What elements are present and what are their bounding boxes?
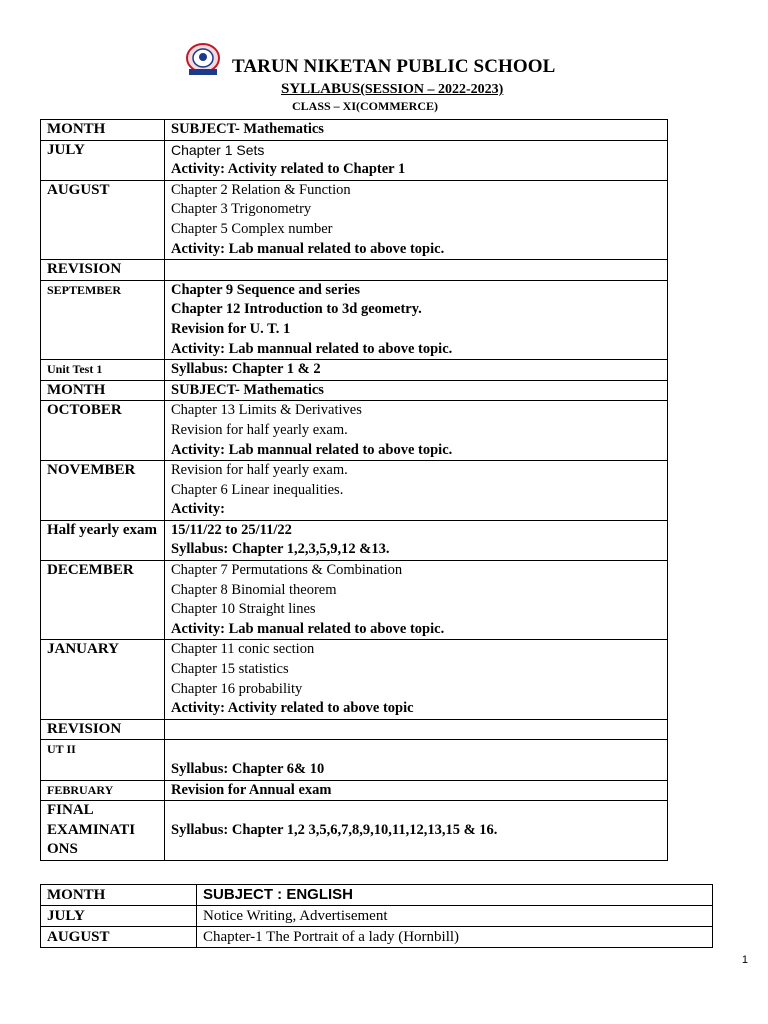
month-cell: Unit Test 1 xyxy=(41,360,165,381)
syllabus-line: Activity: xyxy=(171,501,225,518)
syllabus-line: Syllabus: Chapter 1,2 3,5,6,7,8,9,10,11,12,13,15 & 16. xyxy=(171,821,498,838)
syllabus-line xyxy=(171,260,661,280)
syllabus-line: Syllabus: Chapter 6& 10 xyxy=(171,761,325,777)
syllabus-line: Syllabus: Chapter 1 & 2 xyxy=(171,361,321,378)
syllabus-line: Chapter 8 Binomial theorem xyxy=(171,581,337,598)
school-logo xyxy=(182,42,224,78)
month-cell: FEBRUARY xyxy=(41,780,165,801)
syllabus-line: Activity: Lab mannual related to above topic. xyxy=(171,340,453,357)
subject-cell: Notice Writing, Advertisement xyxy=(197,906,713,927)
subject-cell xyxy=(165,719,668,740)
syllabus-line: Syllabus: Chapter 1,2,3,5,9,12 &13. xyxy=(171,541,390,558)
syllabus-line xyxy=(171,740,661,760)
month-cell: JULY xyxy=(41,140,165,180)
subject-cell xyxy=(165,380,668,401)
syllabus-line: SUBJECT- Mathematics xyxy=(171,381,324,398)
class-heading: CLASS – XI(COMMERCE) xyxy=(292,99,439,113)
table-row xyxy=(41,140,668,180)
month-header: MONTH xyxy=(41,885,197,906)
month-cell: DECEMBER xyxy=(41,561,165,640)
table-row xyxy=(41,461,668,521)
syllabus-line: 15/11/22 to 25/11/22 xyxy=(171,521,292,538)
syllabus-line: Chapter 10 Straight lines xyxy=(171,601,316,618)
table-row xyxy=(41,380,668,401)
page-number: 1 xyxy=(741,954,748,966)
syllabus-line: Revision for U. T. 1 xyxy=(171,320,291,337)
subject-cell xyxy=(165,520,668,560)
syllabus-line: Chapter 6 Linear inequalities. xyxy=(171,481,344,498)
month-cell: MONTH xyxy=(41,380,165,401)
table-row xyxy=(41,180,668,259)
subject-cell xyxy=(165,780,668,801)
syllabus-line: Activity: Lab manual related to above topic. xyxy=(171,240,445,257)
session-text: (SESSION – 2022-2023) xyxy=(360,82,504,97)
month-cell: Half yearly exam xyxy=(41,520,165,560)
table-row xyxy=(41,260,668,281)
syllabus-word: SYLLABUS xyxy=(281,81,361,97)
table-row xyxy=(41,927,713,948)
subject-cell: Chapter-1 The Portrait of a lady (Hornbill) xyxy=(197,927,713,948)
syllabus-line: Chapter 7 Permutations & Combination xyxy=(171,562,403,579)
syllabus-line: Chapter 15 statistics xyxy=(171,661,289,678)
table-row xyxy=(41,401,668,461)
maths-syllabus-table xyxy=(40,119,668,861)
syllabus-line: Chapter 1 Sets xyxy=(171,141,265,158)
syllabus-line: Revision for half yearly exam. xyxy=(171,462,348,479)
subject-cell xyxy=(165,640,668,719)
subject-cell xyxy=(165,260,668,281)
month-cell: OCTOBER xyxy=(41,401,165,461)
subject-cell xyxy=(165,140,668,180)
table-row xyxy=(41,520,668,560)
month-cell: SEPTEMBER xyxy=(41,280,165,359)
month-cell: REVISION xyxy=(41,260,165,281)
syllabus-line: Chapter 11 conic section xyxy=(171,641,315,658)
subject-cell xyxy=(165,740,668,780)
table-row xyxy=(41,719,668,740)
syllabus-line: Revision for half yearly exam. xyxy=(171,421,348,438)
syllabus-line: Activity: Lab mannual related to above topic. xyxy=(171,441,453,458)
syllabus-line: Chapter 2 Relation & Function xyxy=(171,181,351,198)
syllabus-line: Activity: Lab manual related to above topic. xyxy=(171,620,445,637)
subject-cell xyxy=(165,180,668,259)
month-cell: REVISION xyxy=(41,719,165,740)
subject-header: SUBJECT : ENGLISH xyxy=(197,885,713,906)
table-row xyxy=(41,780,668,801)
syllabus-line: Chapter 9 Sequence and series xyxy=(171,281,361,298)
month-cell: AUGUST xyxy=(41,180,165,259)
month-cell: UT II xyxy=(41,740,165,780)
syllabus-line: Activity: Activity related to above topic xyxy=(171,700,414,717)
month-cell: AUGUST xyxy=(41,927,197,948)
month-cell: FINAL EXAMINATI ONS xyxy=(41,801,165,861)
subject-cell xyxy=(165,360,668,381)
month-cell: NOVEMBER xyxy=(41,461,165,521)
subject-cell xyxy=(165,461,668,521)
table-row xyxy=(41,906,713,927)
syllabus-line: Chapter 16 probability xyxy=(171,680,303,697)
syllabus-line: Chapter 12 Introduction to 3d geometry. xyxy=(171,301,422,318)
syllabus-line xyxy=(171,720,661,740)
table-row xyxy=(41,801,668,861)
syllabus-line: Chapter 5 Complex number xyxy=(171,220,333,237)
school-name: TARUN NIKETAN PUBLIC SCHOOL xyxy=(232,56,556,77)
subject-cell xyxy=(165,401,668,461)
syllabus-line: Revision for Annual exam xyxy=(171,781,332,798)
subject-cell xyxy=(165,561,668,640)
syllabus-line: Activity: Activity related to Chapter 1 xyxy=(171,161,406,178)
month-cell: JANUARY xyxy=(41,640,165,719)
syllabus-heading xyxy=(281,81,503,98)
table-header-row xyxy=(41,885,713,906)
table-row xyxy=(41,640,668,719)
table-row xyxy=(41,360,668,381)
subject-cell xyxy=(165,280,668,359)
month-header: MONTH xyxy=(41,120,165,141)
english-syllabus-table xyxy=(40,884,713,948)
table-row xyxy=(41,561,668,640)
syllabus-line: Chapter 13 Limits & Derivatives xyxy=(171,402,362,419)
subject-header: SUBJECT- Mathematics xyxy=(165,120,668,141)
table-row xyxy=(41,740,668,780)
syllabus-line: Chapter 3 Trigonometry xyxy=(171,201,312,218)
subject-cell xyxy=(165,801,668,861)
month-cell: JULY xyxy=(41,906,197,927)
table-row xyxy=(41,280,668,359)
table-header-row xyxy=(41,120,668,141)
